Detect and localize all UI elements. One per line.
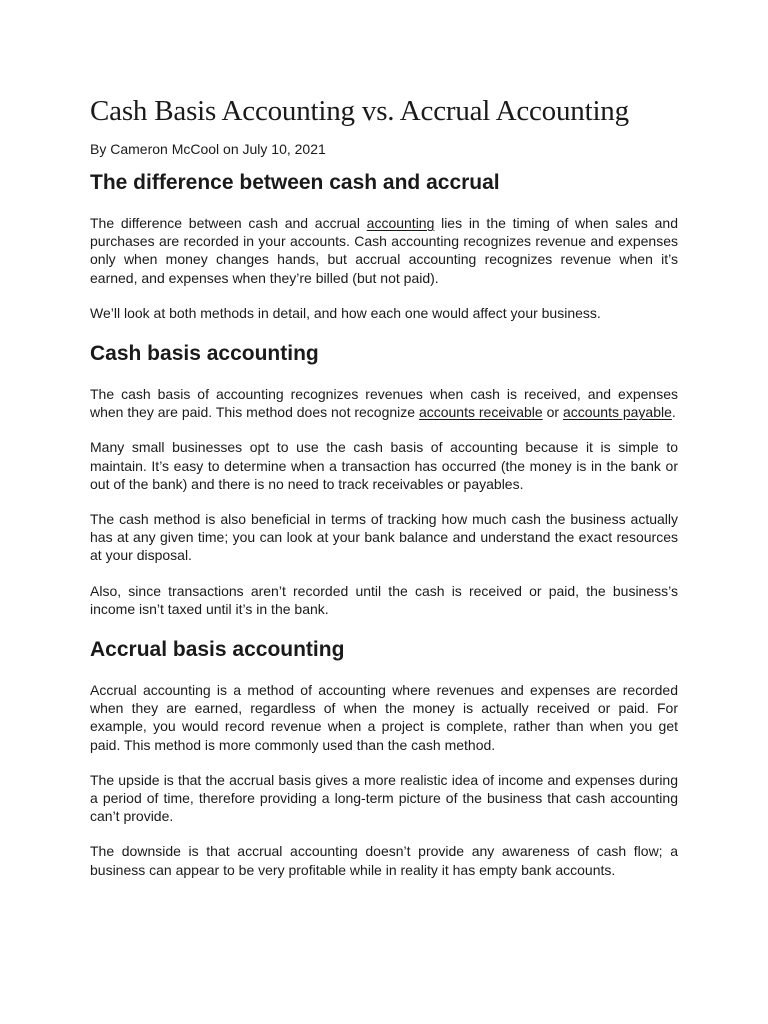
section-heading-cash-basis: Cash basis accounting <box>90 342 319 366</box>
document-title: Cash Basis Accounting vs. Accrual Accounting <box>90 95 629 127</box>
paragraph-accrual-1: Accrual accounting is a method of accounting where revenues and expenses are recorded when they are earned, regardless of when the money is actually received or paid. For example, you would record revenue when a project is complete, rather than when you get paid. This method is more commonly used than the cash method. <box>90 682 678 753</box>
paragraph-accrual-2: The upside is that the accrual basis gives a more realistic idea of income and expenses during a period of time, therefore providing a long-term picture of the business that cash accounting can’t provide. <box>90 771 678 825</box>
paragraph-cash-3: The cash method is also beneficial in terms of tracking how much cash the business actually has at any given time; you can look at your bank balance and understand the exact resources at your disposal. <box>90 511 678 564</box>
text-run: The difference between cash and accrual <box>90 215 367 231</box>
paragraph-difference-1 <box>90 214 678 287</box>
accounting-link[interactable]: accounting <box>366 215 435 231</box>
paragraph-cash-2: Many small businesses opt to use the cash basis of accounting because it is simple to maintain. It’s easy to determine when a transaction has occurred (the money is in the bank or out of the bank) and there is no need to track receivables or payables. <box>90 439 678 492</box>
accounts-receivable-link[interactable]: accounts receivable <box>418 404 543 421</box>
paragraph-cash-1 <box>90 385 678 421</box>
section-heading-difference: The difference between cash and accrual <box>90 171 500 194</box>
text-run: The cash basis of accounting recognizes revenues when cash is received, and expenses when they are paid. This method does not recognize <box>90 386 678 421</box>
paragraph-difference-2: We’ll look at both methods in detail, and how each one would affect your business. <box>90 304 601 321</box>
byline: By Cameron McCool on July 10, 2021 <box>90 141 326 157</box>
paragraph-accrual-3: The downside is that accrual accounting doesn’t provide any awareness of cash flow; a business can appear to be very profitable while in reality it has empty bank accounts. <box>90 843 678 878</box>
text-run: lies in the timing of when sales and purchases are recorded in your accounts. Cash accounting recognizes revenue and expenses only when money changes hands, but accrual accounting recognizes revenue when it’s earned, and expenses when they’re billed (but not paid). <box>90 215 679 286</box>
accounts-payable-link[interactable]: accounts payable <box>562 404 672 421</box>
paragraph-cash-4: Also, since transactions aren’t recorded until the cash is received or paid, the business’s income isn’t taxed until it’s in the bank. <box>90 582 678 617</box>
document-page <box>90 92 678 879</box>
text-run: . <box>671 404 676 421</box>
section-heading-accrual-basis: Accrual basis accounting <box>90 638 345 662</box>
text-run: or <box>542 404 563 421</box>
